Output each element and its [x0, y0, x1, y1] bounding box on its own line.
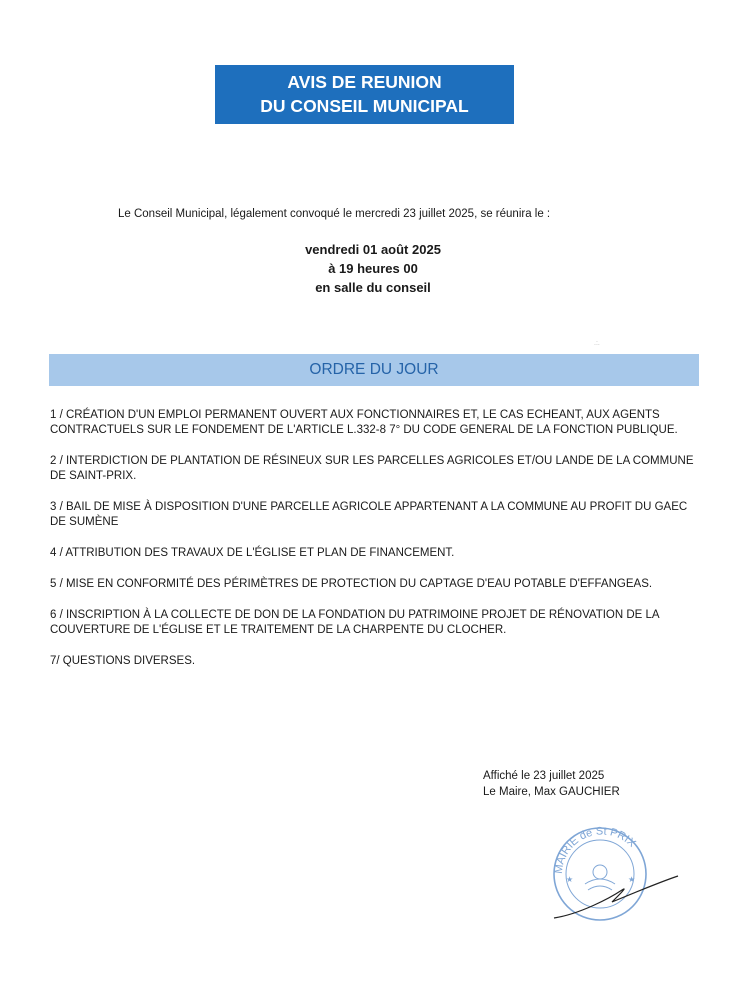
stamp-star-left: ★: [566, 875, 574, 884]
stamp-text: MAIRIE de St PRIX: [552, 825, 638, 875]
stamp-emblem: [585, 865, 615, 890]
agenda-item-2: 2 / INTERDICTION DE PLANTATION DE RÉSINEUX SUR LES PARCELLES AGRICOLES ET/OU LANDE DE LA COMMUNE DE SAINT-PRIX.: [50, 455, 694, 482]
stamp-star-right: ★: [628, 875, 636, 884]
mairie-stamp: [540, 822, 690, 922]
mayor-name: Le Maire, Max GAUCHIER: [483, 786, 620, 798]
agenda-item-7: 7/ QUESTIONS DIVERSES.: [50, 655, 196, 667]
scan-speck: .:.: [594, 340, 600, 347]
agenda-header: [49, 354, 699, 386]
meeting-date: vendredi 01 août 2025: [305, 242, 441, 257]
meeting-place: en salle du conseil: [315, 280, 431, 295]
meeting-time: à 19 heures 00: [328, 261, 418, 276]
agenda-list: [50, 408, 700, 685]
agenda-item-1: 1 / CRÉATION D'UN EMPLOI PERMANENT OUVERT AUX FONCTIONNAIRES ET, LE CAS ECHEANT, AUX AGENTS CONTRACTUELS SUR LE FONDEMENT DE L'ARTICLE L.332-8 7° DU CODE GENERAL DE LA FONCTION PUBLIQUE.: [50, 409, 678, 436]
agenda-item-6: 6 / INSCRIPTION À LA COLLECTE DE DON DE LA FONDATION DU PATRIMOINE PROJET DE RÉNOVATION DE LA COUVERTURE DE L'ÉGLISE ET LE TRAITEMENT DE LA CHARPENTE DU CLOCHER.: [50, 609, 659, 636]
notice-title: [215, 65, 514, 124]
agenda-item-4: 4 / ATTRIBUTION DES TRAVAUX DE L'ÉGLISE ET PLAN DE FINANCEMENT.: [50, 547, 455, 559]
stamp-inner-ring: [566, 840, 634, 908]
posted-date: Affiché le 23 juillet 2025: [483, 770, 605, 782]
meeting-details: [0, 240, 746, 297]
agenda-item-5: 5 / MISE EN CONFORMITÉ DES PÉRIMÈTRES DE PROTECTION DU CAPTAGE D'EAU POTABLE D'EFFANGEAS.: [50, 578, 653, 590]
notice-title-line1: AVIS DE REUNION: [287, 72, 442, 92]
agenda-title: ORDRE DU JOUR: [309, 361, 439, 378]
convocation-intro: Le Conseil Municipal, légalement convoqué le mercredi 23 juillet 2025, se réunira le :: [118, 208, 551, 220]
notice-title-line2: DU CONSEIL MUNICIPAL: [260, 96, 469, 116]
signoff-block: [483, 768, 620, 800]
agenda-item-3: 3 / BAIL DE MISE À DISPOSITION D'UNE PARCELLE AGRICOLE APPARTENANT A LA COMMUNE AU PROFIT DU GAEC DE SUMÈNE: [50, 501, 688, 528]
